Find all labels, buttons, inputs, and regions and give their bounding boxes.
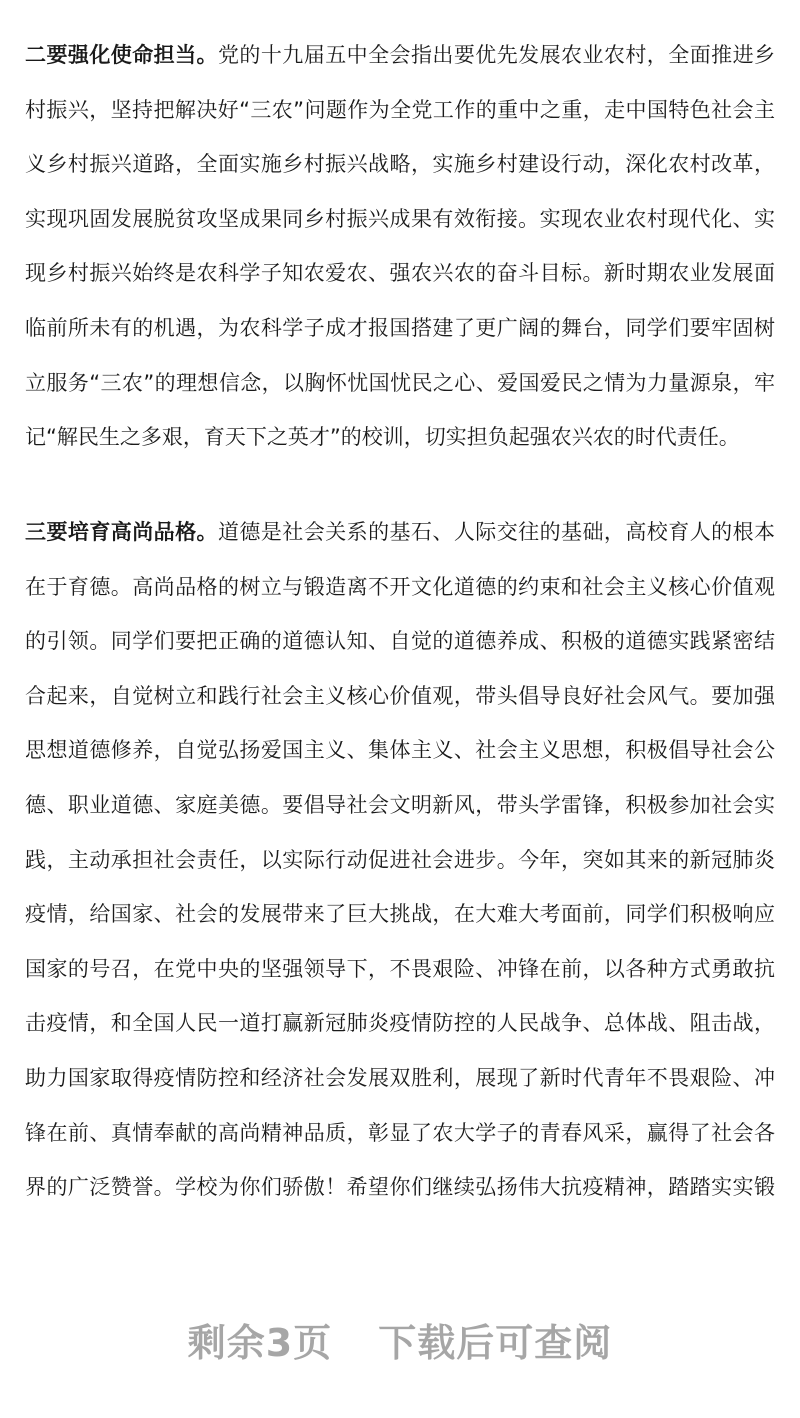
text-line: 三要培育高尚品格。道德是社会关系的基石、人际交往的基础，高校育人的根本 (25, 520, 776, 544)
text-line: 临前所未有的机遇，为农科学子成才报国搭建了更广阔的舞台，同学们要牢固树 (25, 315, 775, 340)
text-line: 在于育德。高尚品格的树立与锻造离不开文化道德的约束和社会主义核心价值观 (25, 574, 775, 599)
text-line: 践，主动承担社会责任，以实际行动促进社会进步。今年，突如其来的新冠肺炎 (25, 847, 775, 872)
paragraph-character (25, 505, 775, 1215)
text-line: 二要强化使命担当。党的十九届五中全会指出要优先发展农业农村，全面推进乡 (25, 43, 776, 67)
text-line: 德、职业道德、家庭美德。要倡导社会文明新风，带头学雷锋，积极参加社会实 (25, 792, 775, 817)
paragraph-lead: 三要培育高尚品格。 (25, 520, 218, 544)
text-line: 记“解民生之多艰，育天下之英才”的校训，切实担负起强农兴农的时代责任。 (25, 425, 740, 450)
text-line: 现乡村振兴始终是农科学子知农爱农、强农兴农的奋斗目标。新时期农业发展面 (25, 261, 775, 286)
paragraph-mission (25, 28, 775, 465)
text-line: 锋在前、真情奉献的高尚精神品质，彰显了农大学子的青春风采，赢得了社会各 (25, 1120, 775, 1145)
text-line: 实现巩固发展脱贫攻坚成果同乡村振兴成果有效衔接。实现农业农村现代化、实 (25, 206, 775, 231)
text-line: 界的广泛赞誉。学校为你们骄傲！希望你们继续弘扬伟大抗疫精神，踏踏实实锻 (25, 1175, 775, 1200)
text-line: 立服务“三农”的理想信念，以胸怀忧国忧民之心、爱国爱民之情为力量源泉，牢 (25, 370, 775, 395)
text-line: 疫情，给国家、社会的发展带来了巨大挑战，在大难大考面前，同学们积极响应 (25, 902, 775, 927)
text-line: 合起来，自觉树立和践行社会主义核心价值观，带头倡导良好社会风气。要加强 (25, 683, 775, 708)
text-line: 村振兴，坚持把解决好“三农”问题作为全党工作的重中之重，走中国特色社会主 (25, 97, 775, 122)
download-prompt[interactable] (0, 1312, 800, 1367)
text-line: 思想道德修养，自觉弘扬爱国主义、集体主义、社会主义思想，积极倡导社会公 (25, 738, 775, 763)
text-line: 国家的号召，在党中央的坚强领导下，不畏艰险、冲锋在前，以各种方式勇敢抗 (25, 956, 775, 981)
text-line: 义乡村振兴道路，全面实施乡村振兴战略，实施乡村建设行动，深化农村改革， (25, 152, 775, 177)
remaining-pages-label: 剩余3页 (187, 1321, 333, 1365)
download-to-view-label[interactable]: 下载后可查阅 (378, 1321, 613, 1365)
text-line: 助力国家取得疫情防控和经济社会发展双胜利，展现了新时代青年不畏艰险、冲 (25, 1065, 775, 1090)
text-line: 击疫情，和全国人民一道打赢新冠肺炎疫情防控的人民战争、总体战、阻击战， (25, 1011, 775, 1036)
text-line: 的引领。同学们要把正确的道德认知、自觉的道德养成、积极的道德实践紧密结 (25, 629, 775, 654)
paragraph-lead: 二要强化使命担当。 (25, 43, 218, 67)
